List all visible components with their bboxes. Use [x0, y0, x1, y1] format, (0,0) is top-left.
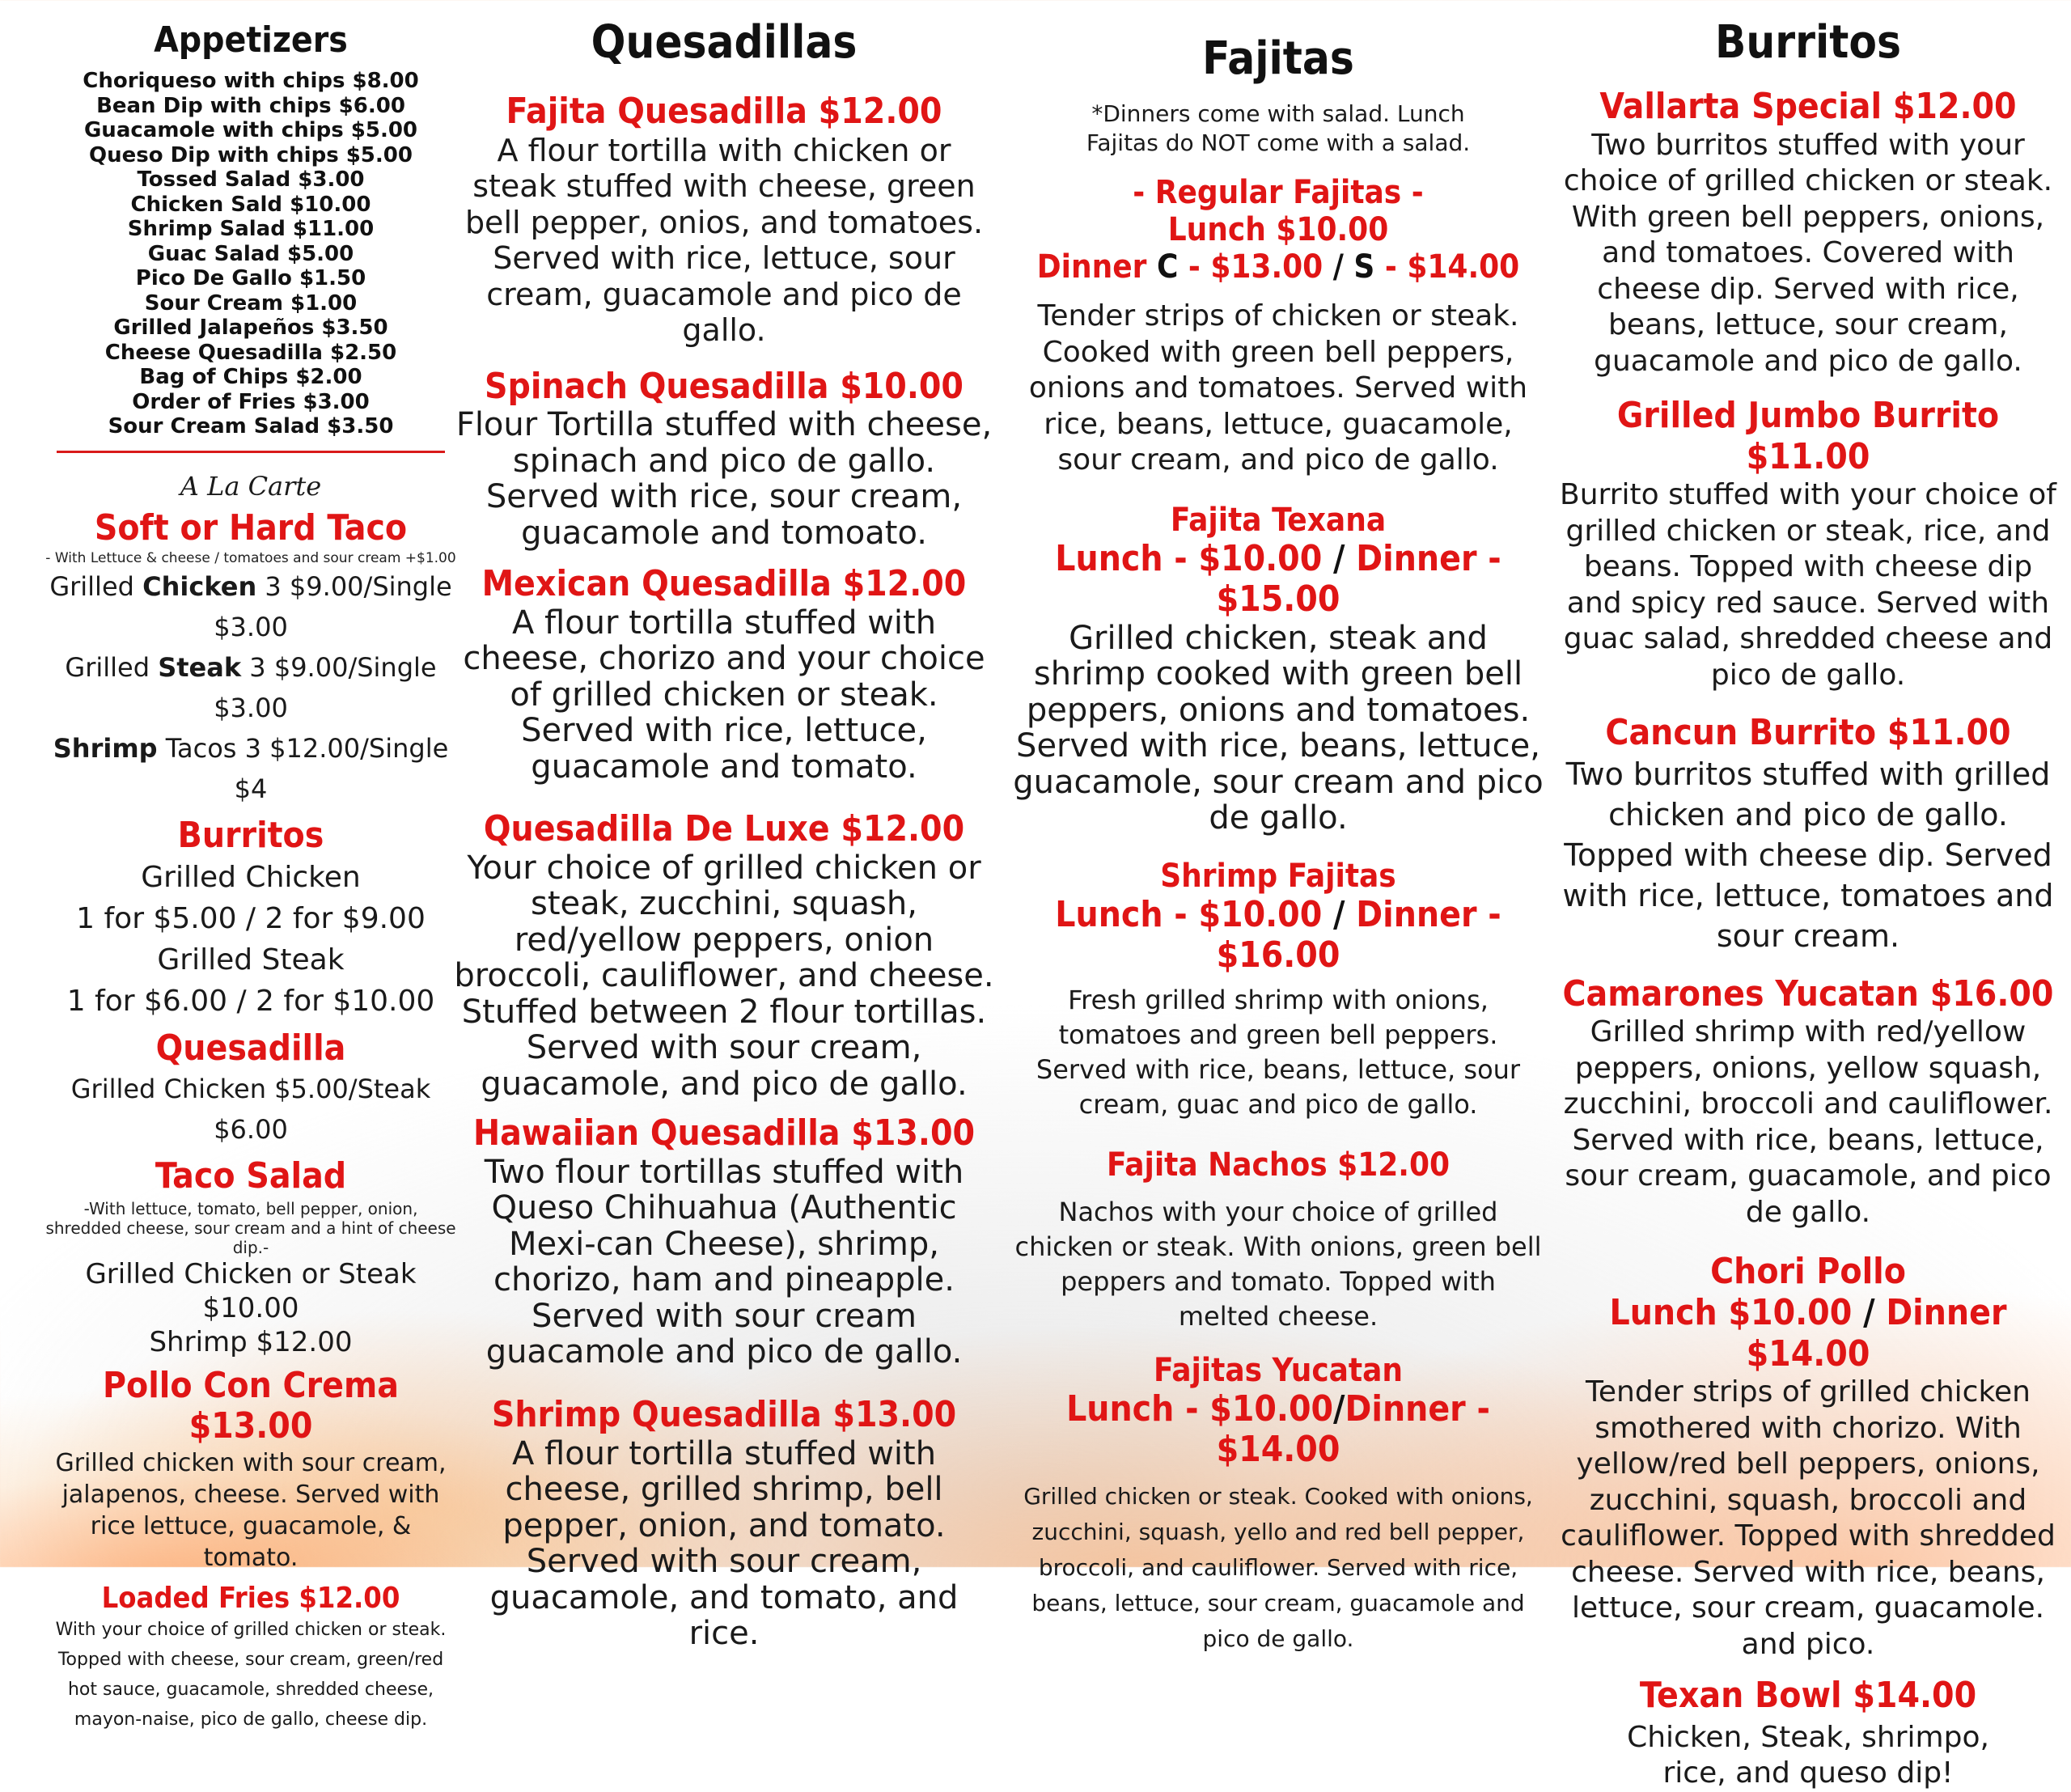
quesadilla-de-luxe-title: Quesadilla De Luxe $12.00 [483, 808, 965, 850]
cancun-burrito-title: Cancun Burrito $11.00 [1605, 712, 2011, 754]
appetizer-item: Bean Dip with chips $6.00 [96, 93, 405, 118]
spinach-quesadilla-desc: Flour Tortilla stuffed with cheese, spinach and pico de gallo. Served with rice, sour cream, guacamole and tomoato. [455, 406, 993, 552]
alacarte-title: A La Carte [180, 470, 322, 502]
regular-fajitas-desc: Tender strips of chicken or steak. Cooked with green bell peppers, onions and tomatoes. Served with rice, beans, lettuce, guacamole, sour cream, and pico de gallo. [1028, 299, 1528, 477]
mexican-quesadilla-title: Mexican Quesadilla $12.00 [481, 563, 967, 605]
taco-salad-title: Taco Salad [155, 1155, 347, 1197]
pollo-con-crema-desc: Grilled chicken with sour cream, jalapenos, cheese. Served with rice lettuce, guacamole, & tomato. [55, 1449, 447, 1573]
appetizer-item: Queso Dip with chips $5.00 [89, 142, 413, 167]
taco-note: - With Lettuce & cheese / tomatoes and sour cream +$1.00 [45, 550, 456, 567]
shrimp-fajitas-prices: Lunch - $10.00 / Dinner - $16.00 [1055, 893, 1501, 976]
camarones-yucatan-desc: Grilled shrimp with red/yellow peppers, onions, yellow squash, zucchini, broccoli and cauliflower. Served with rice, beans, lettuce, sour cream, guacamole, and pico de gallo. [1563, 1015, 2053, 1229]
appetizers-list [44, 69, 457, 439]
chori-pollo-desc: Tender strips of grilled chicken smothered with chorizo. With yellow/red bell peppers, onions, zucchini, squash, broccoli and cauliflower. Topped with shredded cheese. Served with rice, beans, lettuce, sour cream, guacamole. and pico. [1561, 1375, 2056, 1661]
alacarte-burritos-title: Burritos [177, 815, 324, 857]
burritos-title: Burritos [1715, 16, 1901, 69]
grilled-jumbo-burrito-desc: Burrito stuffed with your choice of grilled chicken or steak, rice, and beans. Topped with cheese dip and spicy red sauce. Served with guac salad, shredded cheese and pico de gallo. [1560, 478, 2056, 692]
mexican-quesadilla-desc: A flour tortilla stuffed with cheese, chorizo and your choice of grilled chicken or steak. Served with rice, lettuce, guacamole and tomato. [463, 604, 985, 786]
loaded-fries-desc: With your choice of grilled chicken or steak. Topped with cheese, sour cream, green/red hot sauce, guacamole, shredded cheese, mayon-naise, pico de gallo, cheese dip. [55, 1620, 447, 1731]
fajitas-title: Fajitas [1202, 32, 1354, 85]
cancun-burrito-desc: Two burritos stuffed with grilled chicken and pico de gallo. Topped with cheese dip. Served with rice, lettuce, tomatoes and sour cream. [1562, 756, 2054, 954]
texan-bowl-title: Texan Bowl $14.00 [1639, 1675, 1977, 1717]
fajitas-column [1011, 0, 1545, 1657]
appetizer-item: Tossed Salad $3.00 [137, 167, 365, 192]
appetizer-item: Sour Cream Salad $3.50 [108, 414, 394, 438]
quesadillas-title: Quesadillas [591, 16, 858, 69]
fajitas-yucatan-desc: Grilled chicken or steak. Cooked with onions, zucchini, squash, yello and red bell pepper, broccoli, and cauliflower. Served with rice, beans, lettuce, sour cream, guacamole and pico de gallo. [1023, 1483, 1533, 1653]
shrimp-quesadilla-desc: A flour tortilla stuffed with cheese, grilled shrimp, bell pepper, onion, and tomato. Served with sour cream, guacamole, and tomato, and rice. [489, 1434, 959, 1653]
regular-fajitas-dinner: Dinner C - $13.00 / S - $14.00 [1036, 248, 1520, 286]
fajita-nachos-desc: Nachos with your choice of grilled chicken or steak. With onions, green bell peppers and tomato. Topped with melted cheese. [1014, 1196, 1542, 1332]
fajitas-note: *Dinners come with salad. Lunch Fajitas do NOT come with a salad. [1086, 100, 1471, 156]
appetizer-item: Chicken Sald $10.00 [130, 192, 371, 217]
appetizer-item: Grilled Jalapeños $3.50 [113, 316, 388, 340]
appetizers-column [44, 0, 457, 1735]
appetizer-item: Pico De Gallo $1.50 [135, 266, 366, 290]
quesadillas-column [453, 0, 995, 1652]
regular-fajitas-title: - Regular Fajitas - [1133, 174, 1424, 211]
loaded-fries-title: Loaded Fries $12.00 [101, 1582, 400, 1616]
spinach-quesadilla-title: Spinach Quesadilla $10.00 [485, 365, 964, 407]
alacarte-burritos-line: 1 for $6.00 / 2 for $10.00 [66, 984, 435, 1018]
camarones-yucatan-title: Camarones Yucatan $16.00 [1562, 972, 2054, 1015]
shrimp-quesadilla-title: Shrimp Quesadilla $13.00 [491, 1393, 957, 1435]
alacarte-burritos-line: 1 for $5.00 / 2 for $9.00 [76, 901, 426, 935]
fajitas-yucatan-title: Fajitas Yucatan [1153, 1351, 1404, 1389]
appetizers-title: Appetizers [154, 19, 348, 61]
soft-hard-taco-title: Soft or Hard Taco [94, 506, 408, 549]
taco-line: Shrimp Tacos 3 $12.00/Single $4 [53, 733, 449, 805]
taco-salad-line: Shrimp $12.00 [149, 1325, 353, 1358]
fajita-quesadilla-title: Fajita Quesadilla $12.00 [506, 91, 942, 132]
appetizer-item: Shrimp Salad $11.00 [127, 217, 375, 241]
fajita-texana-title: Fajita Texana [1170, 501, 1387, 539]
taco-line: Grilled Steak 3 $9.00/Single $3.00 [65, 652, 437, 724]
quesadilla-de-luxe-desc: Your choice of grilled chicken or steak, zucchini, squash, red/yellow peppers, onion broccoli, cauliflower, and cheese. Stuffed between 2 flour tortillas. Served with sour cream, guacamole, and pico de gallo. [454, 849, 994, 1103]
fajitas-yucatan-prices: Lunch - $10.00/Dinner - $14.00 [1066, 1387, 1490, 1471]
alacarte-burritos-line: Grilled Steak [157, 943, 345, 976]
appetizer-item: Sour Cream $1.00 [144, 290, 358, 316]
vallarta-special-desc: Two burritos stuffed with your choice of grilled chicken or steak. With green bell peppers, onions, and tomatoes. Covered with cheese dip. Served with rice, beans, lettuce, sour cream, guacamole and pico de gallo. [1563, 128, 2053, 378]
chori-pollo-title: Chori Pollo [1710, 1251, 1906, 1293]
appetizer-item: Order of Fries $3.00 [132, 389, 370, 414]
appetizer-item: Cheese Quesadilla $2.50 [104, 340, 397, 365]
vallarta-special-title: Vallarta Special $12.00 [1599, 86, 2017, 127]
alacarte-burritos-line: Grilled Chicken [141, 860, 361, 894]
fajita-texana-desc: Grilled chicken, steak and shrimp cooked with green bell peppers, onions and tomatoes. Served with rice, beans, lettuce, guacamole, sour cream and pico de gallo. [1013, 619, 1544, 837]
appetizer-item: Bag of Chips $2.00 [139, 365, 362, 389]
appetizers-divider [57, 451, 445, 453]
taco-line: Grilled Chicken 3 $9.00/Single $3.00 [49, 571, 452, 643]
taco-salad-line: Grilled Chicken or Steak $10.00 [85, 1257, 417, 1324]
hawaiian-quesadilla-title: Hawaiian Quesadilla $13.00 [472, 1112, 976, 1154]
shrimp-fajitas-title: Shrimp Fajitas [1160, 857, 1396, 895]
fajita-quesadilla-desc: A flour tortilla with chicken or steak stuffed with cheese, green bell pepper, onios, and tomatoes. Served with rice, lettuce, sour cream, guacamole and pico de gallo. [464, 132, 984, 349]
shrimp-fajitas-desc: Fresh grilled shrimp with onions, tomatoes and green bell peppers. Served with rice, beans, lettuce, sour cream, guac and pico de gallo. [1036, 984, 1521, 1120]
fajita-nachos-title: Fajita Nachos $12.00 [1106, 1146, 1451, 1184]
burritos-column [1553, 0, 2063, 1792]
hawaiian-quesadilla-desc: Two flour tortillas stuffed with Queso Chihuahua (Authentic Mexi-can Cheese), shrimp, chorizo, ham and pineapple. Served with sour cream guacamole and pico de gallo. [484, 1153, 964, 1371]
regular-fajitas-lunch: Lunch $10.00 [1167, 211, 1389, 248]
fajita-texana-prices: Lunch - $10.00 / Dinner - $15.00 [1055, 537, 1501, 621]
appetizer-item: Guac Salad $5.00 [147, 241, 354, 266]
chori-pollo-prices: Lunch $10.00 / Dinner $14.00 [1609, 1292, 2007, 1375]
taco-salad-note: -With lettuce, tomato, bell pepper, onion, shredded cheese, sour cream and a hint of cheese dip.- [45, 1198, 456, 1257]
grilled-jumbo-burrito-title: Grilled Jumbo Burrito $11.00 [1616, 395, 2000, 477]
alacarte-quesadilla-line: Grilled Chicken $5.00/Steak $6.00 [70, 1074, 431, 1146]
appetizer-item: Choriqueso with chips $8.00 [83, 69, 419, 93]
appetizer-item: Guacamole with chips $5.00 [83, 118, 418, 142]
pollo-con-crema-title: Pollo Con Crema $13.00 [103, 1364, 399, 1447]
texan-bowl-desc: Chicken, Steak, shrimpo, rice, and queso dip! [1627, 1720, 1989, 1790]
alacarte-quesadilla-title: Quesadilla [155, 1027, 346, 1069]
